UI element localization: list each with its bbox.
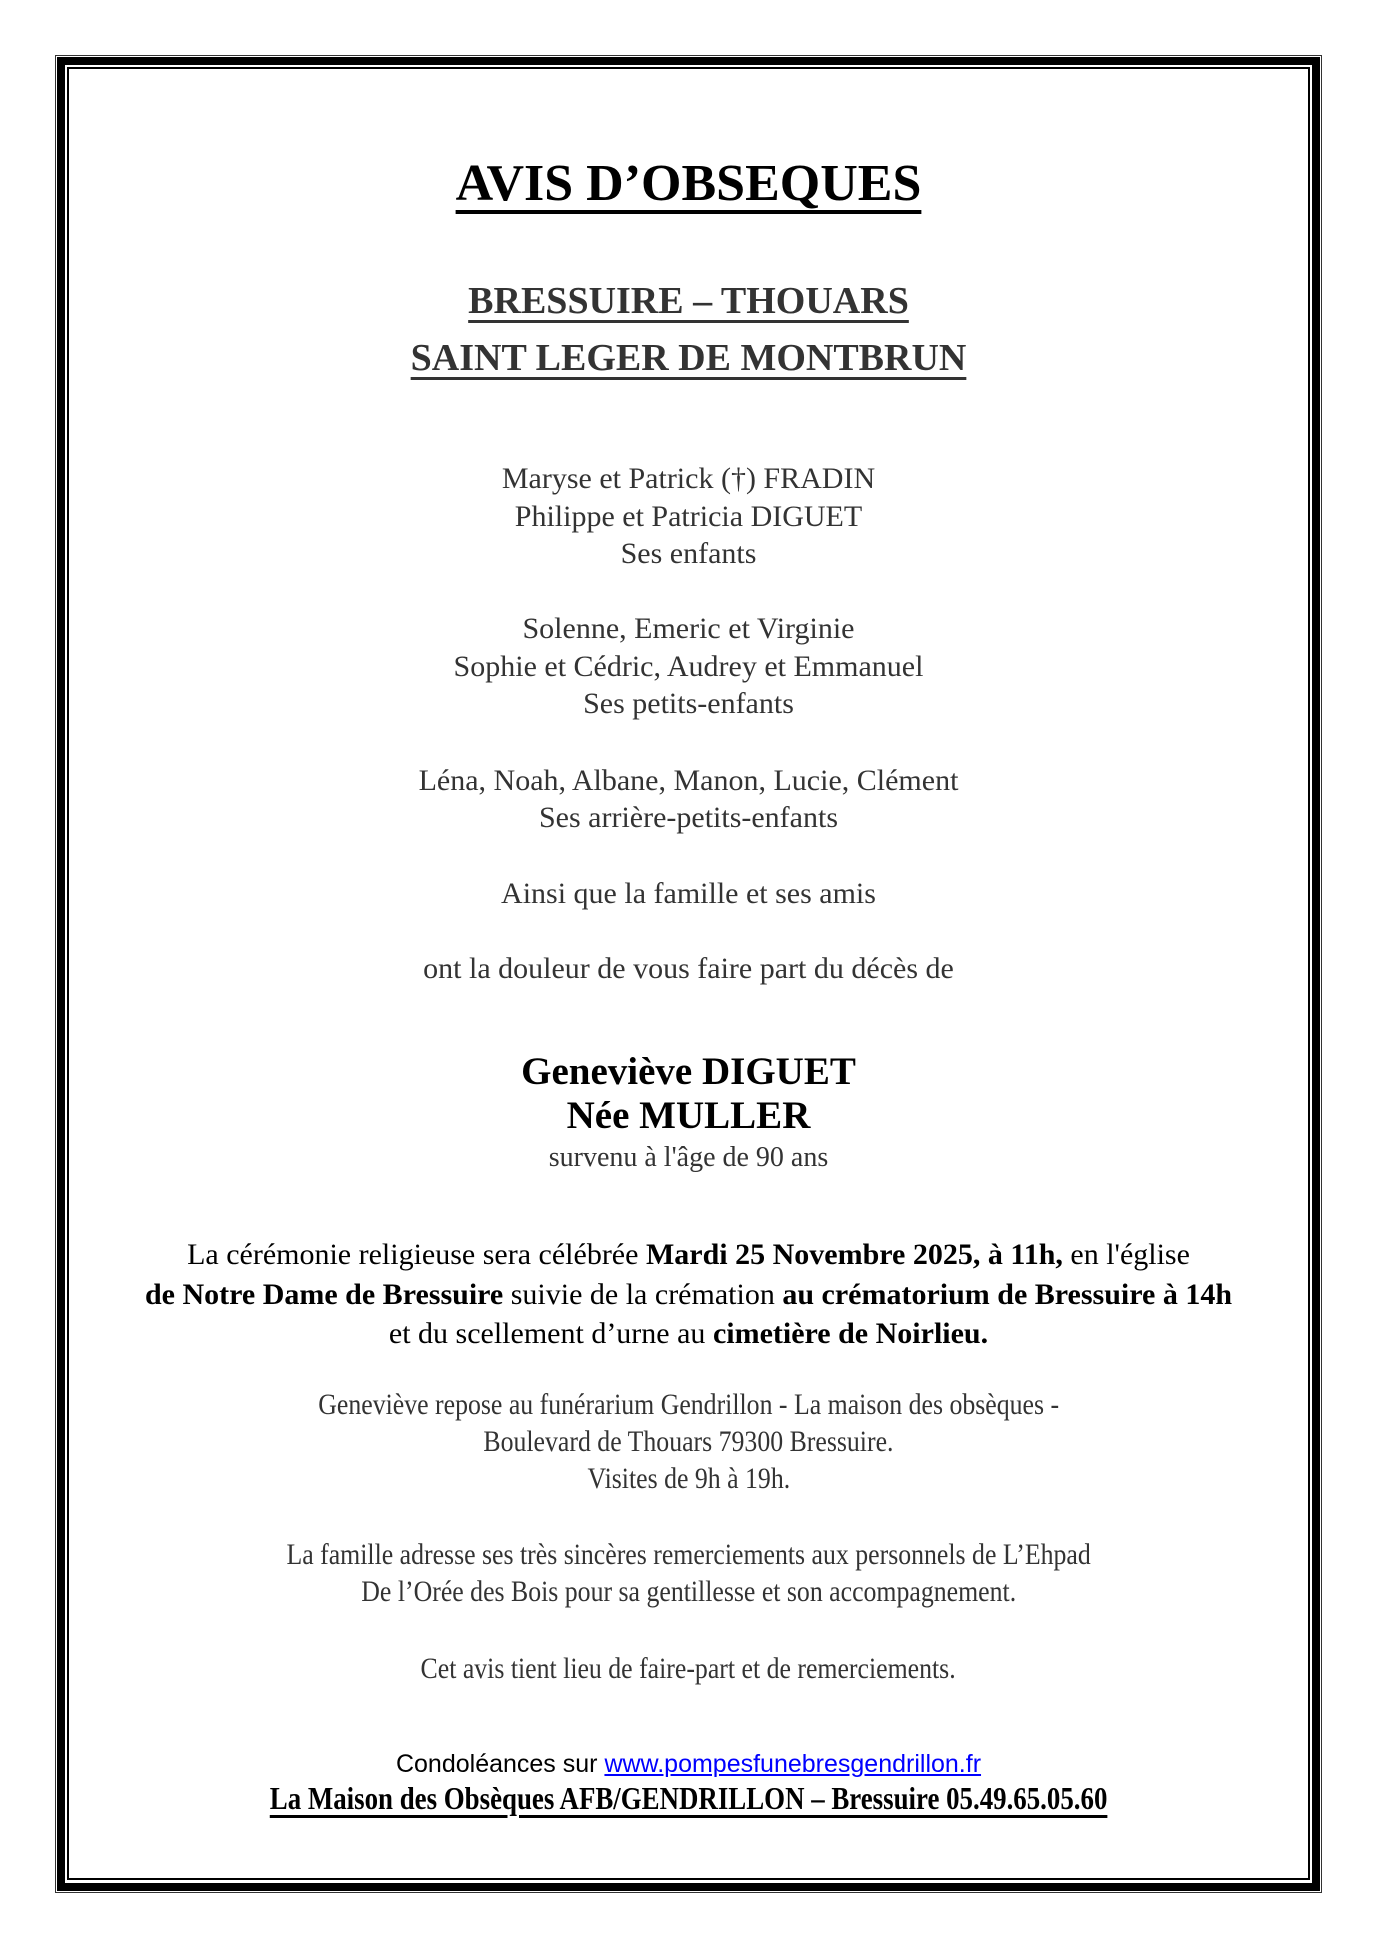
place-line-1: BRESSUIRE – THOUARS xyxy=(468,280,909,322)
ceremony-text: en l'église xyxy=(1062,1238,1190,1271)
grandchildren-line-2: Sophie et Cédric, Audrey et Emmanuel xyxy=(453,650,924,683)
great-grandchildren-label: Ses arrière-petits-enfants xyxy=(538,801,839,834)
children-label: Ses enfants xyxy=(620,537,757,570)
family-and-friends: Ainsi que la famille et ses amis xyxy=(501,877,876,910)
grandchildren-label: Ses petits-enfants xyxy=(583,687,794,720)
funerarium-line-1 xyxy=(67,1390,1310,1420)
funeral-home-contact: La Maison des Obsèques AFB/GENDRILLON – Bressuire 05.49.65.05.60 xyxy=(269,1780,1108,1816)
place-line-2: SAINT LEGER DE MONTBRUN xyxy=(410,337,967,379)
deceased-name: Geneviève DIGUET xyxy=(521,1050,856,1093)
condolences-line xyxy=(67,1752,1310,1777)
children-line-2: Philippe et Patricia DIGUET xyxy=(514,500,863,533)
notice-line xyxy=(67,1654,1310,1684)
thanks-line-2 xyxy=(67,1577,1310,1607)
visiting-hours: Visites de 9h à 19h. xyxy=(587,1462,790,1495)
grandchildren-line-1: Solenne, Emeric et Virginie xyxy=(522,612,855,645)
ceremony-text: et du scellement d’urne au xyxy=(388,1317,713,1350)
page-title: AVIS D’OBSEQUES xyxy=(455,155,922,212)
ceremony-line-3 xyxy=(67,1319,1310,1349)
announcement-line: ont la douleur de vous faire part du décès de xyxy=(423,952,954,985)
thanks-text: De l’Orée des Bois pour sa gentillesse et son accompagnement. xyxy=(361,1575,1016,1608)
ceremony-date: Mardi 25 Novembre 2025, à 11h, xyxy=(645,1238,1063,1271)
cemetery-name: cimetière de Noirlieu. xyxy=(712,1317,989,1350)
crematorium-info: au crématorium de Bressuire à 14h xyxy=(782,1278,1233,1311)
funerarium-line-2 xyxy=(67,1427,1310,1457)
funerarium-text: Geneviève repose au funérarium Gendrillon - La maison des obsèques - xyxy=(318,1388,1059,1421)
funerarium-address: Boulevard de Thouars 79300 Bressuire. xyxy=(483,1425,894,1458)
great-grandchildren-line: Léna, Noah, Albane, Manon, Lucie, Clément xyxy=(418,764,959,797)
deceased-age: survenu à l'âge de 90 ans xyxy=(548,1142,829,1173)
condolences-link[interactable]: www.pompesfunebresgendrillon.fr xyxy=(604,1750,982,1778)
ceremony-line-2 xyxy=(67,1280,1310,1310)
thanks-text: La famille adresse ses très sincères remerciements aux personnels de L’Ehpad xyxy=(286,1538,1091,1571)
thanks-line-1 xyxy=(67,1540,1310,1570)
ceremony-text: suivie de la crémation xyxy=(503,1278,783,1311)
church-name: de Notre Dame de Bressuire xyxy=(144,1278,504,1311)
footer-line xyxy=(67,1782,1310,1814)
ceremony-line-1 xyxy=(67,1240,1310,1270)
notice-text: Cet avis tient lieu de faire-part et de remerciements. xyxy=(420,1652,957,1685)
funerarium-line-3 xyxy=(67,1464,1310,1494)
condolences-label: Condoléances sur xyxy=(395,1750,605,1778)
children-line-1: Maryse et Patrick (†) FRADIN xyxy=(501,462,876,495)
ceremony-text: La cérémonie religieuse sera célébrée xyxy=(187,1238,646,1271)
deceased-maiden-name: Née MULLER xyxy=(566,1094,811,1137)
